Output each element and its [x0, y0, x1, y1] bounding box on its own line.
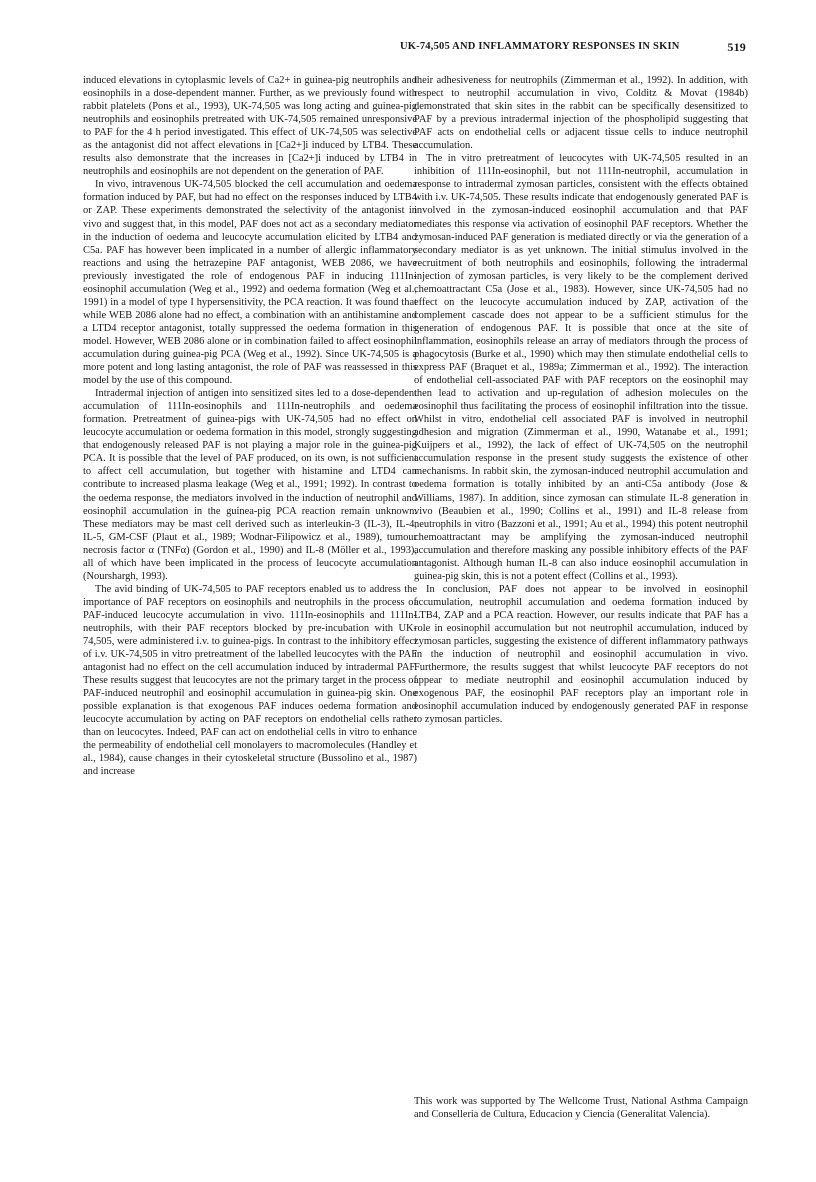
- paragraph: their adhesiveness for neutrophils (Zimmerman et al., 1992). In addition, with respect to neutrophil accumulation in vivo, Colditz & Movat (1984b) demonstrated that skin sites in the rabbit can be specifically desensitized to PAF by a previous intradermal injection of the phospholipid suggesting that PAF acts on endothelial cells or adjacent tissue cells to induce neutrophil accumulation.: [414, 75, 748, 152]
- acknowledgement: This work was supported by The Wellcome Trust, National Asthma Campaign and Conselleria de Cultura, Educacion y Ciencia (Generalitat Valencia).: [414, 1096, 748, 1120]
- page-number: 519: [727, 40, 746, 54]
- paragraph: Intradermal injection of antigen into sensitized sites led to a dose-dependent accumulation of 111In-eosinophils and 111In-neutrophils and oedema formation. Pretreatment of guinea-pigs with UK-74,505 had no effect on leucocyte accumulation or oedema formation in this model, strongly suggesting that endogenously released PAF is not playing a major role in the guinea-pig PCA. It is possible that the level of PAF produced, on its own, is not sufficient to affect cell accumulation, but together with histamine and LTD4 can contribute to increased plasma leakage (Weg et al., 1991; 1992). In contrast to the oedema response, the mediators involved in the induction of neutrophil and eosinophil accumulation in the guinea-pig PCA reaction remain unknown. These mediators may be mast cell derived such as interleukin-3 (IL-3), IL-4, IL-5, GM-CSF (Plaut et al., 1989; Wodnar-Filipowicz et al., 1989), tumour necrosis factor α (TNFα) (Gordon et al., 1990) and IL-8 (Möller et al., 1993), all of which have been implicated in the process of leucocyte accumulation (Nourshargh, 1993).: [83, 388, 417, 582]
- left-column: [83, 74, 417, 779]
- paragraph: The in vitro pretreatment of leucocytes with UK-74,505 resulted in an inhibition of 111In-eosinophil, but not 111In-neutrophil, accumulation in response to intradermal zymosan particles, consistent with the effects obtained with i.v. UK-74,505. These results indicate that endogenously generated PAF is involved in the zymosan-induced eosinophil accumulation and that PAF mediates this response via activation of eosinophil PAF receptors. Whether the zymosan-induced PAF generation is mediated directly or via the generation of a secondary mediator is as yet unknown. The initial stimulus involved in the recruitment of both neutrophils and eosinophils, following the intradermal injection of zymosan particles, is very likely to be the complement derived chemoattractant C5a (Jose et al., 1983). However, since UK-74,505 had no effect on the leucocyte accumulation induced by ZAP, activation of the complement cascade does not appear to be a sufficient stimulus for the generation of endogenous PAF. It is possible that once at the site of inflammation, eosinophils release an array of mediators through the process of phagocytosis (Burke et al., 1990) which may then stimulate endothelial cells to express PAF (Braquet et al., 1989a; Zimmerman et al., 1992). The interaction of endothelial cell-associated PAF with PAF receptors on the eosinophil may then lead to activation and up-regulation of adhesion molecules on the eosinophil thus facilitating the process of eosinophil infiltration into the tissue. Whilst in vitro, endothelial cell associated PAF is involved in neutrophil adhesion and migration (Zimmerman et al., 1990, Watanabe et al., 1991; Kuijpers et al., 1992), the lack of effect of UK-74,505 on the neutrophil accumulation response in the present study suggests the existence of other mechanisms. In rabbit skin, the zymosan-induced neutrophil accumulation and oedema formation is totally inhibited by an anti-C5a antibody (Jose & Williams, 1987). In addition, since zymosan can stimulate IL-8 generation in vivo (Beaubien et al., 1990; Collins et al., 1991) and IL-8 release from neutrophils in vitro (Bazzoni et al., 1991; Au et al., 1994) this potent neutrophil chemoattractant may be amplifying the zymosan-induced neutrophil accumulation and therefore masking any possible inhibitory effects of the PAF antagonist. Although human IL-8 can also induce eosinophil accumulation in guinea-pig skin, this is not a potent effect (Collins et al., 1993).: [414, 153, 748, 582]
- paragraph: In conclusion, PAF does not appear to be involved in eosinophil accumulation, neutrophil accumulation and oedema formation induced by LTB4, ZAP and a PCA reaction. However, our results indicate that PAF has a role in eosinophil accumulation but not neutrophil accumulation, induced by zymosan particles, suggesting the existence of different inflammatory pathways in the induction of neutrophil and eosinophil accumulation in vivo. Furthermore, the results suggest that whilst leucocyte PAF receptors do not appear to mediate neutrophil and eosinophil accumulation induced by exogenous PAF, the eosinophil PAF receptors play an important role in eosinophil accumulation induced by endogenously generated PAF in response to zymosan particles.: [414, 583, 748, 726]
- running-header: [400, 39, 746, 57]
- paragraph: In vivo, intravenous UK-74,505 blocked the cell accumulation and oedema formation induced by PAF, but had no effect on the responses induced by LTB4 or ZAP. These experiments demonstrated the selectivity of the antagonist in vivo and suggest that, in this model, PAF does not act as a secondary mediator in the induction of oedema and leucocyte accumulation elicited by LTB4 and C5a. PAF has however been implicated in a number of allergic inflammatory reactions and using the hetrazepine PAF antagonist, WEB 2086, we have previously investigated the role of endogenous PAF in inducing 111In-eosinophil accumulation (Weg et al., 1992) and oedema formation (Weg et al., 1991) in a model of type I hypersensitivity, the PCA reaction. It was found that while WEB 2086 alone had no effect, a combination with an antihistamine and a LTD4 receptor antagonist, totally suppressed the oedema formation in this model. However, WEB 2086 alone or in combination failed to affect eosinophil accumulation during guinea-pig PCA (Weg et al., 1992). Since UK-74,505 is a more potent and long lasting antagonist, the role of PAF was reassessed in this model by the use of this compound.: [83, 179, 417, 387]
- running-title: UK-74,505 AND INFLAMMATORY RESPONSES IN SKIN: [400, 41, 680, 52]
- right-column: [414, 74, 748, 726]
- paragraph: The avid binding of UK-74,505 to PAF receptors enabled us to address the importance of PAF receptors on eosinophils and neutrophils in the process of PAF-induced leucocyte accumulation in vivo. 111In-eosinophils and 111In-neutrophils, with their PAF receptors blocked by pre-incubation with UK-74,505, were administered i.v. to guinea-pigs. In contrast to the inhibitory effect of i.v. UK-74,505 in vitro pretreatment of the labelled leucocytes with the PAF antagonist had no effect on the cell accumulation induced by intradermal PAF. These results suggest that leucocytes are not the primary target in the process of PAF-induced neutrophil and eosinophil accumulation in guinea-pig skin. One possible explanation is that exogenous PAF induces oedema formation and leucocyte accumulation by acting on PAF receptors on endothelial cells rather than on leucocytes. Indeed, PAF can act on endothelial cells in vitro to enhance the permeability of endothelial cell monolayers to macromolecules (Handley et al., 1984), cause changes in their cytoskeletal structure (Bussolino et al., 1987) and increase: [83, 583, 417, 778]
- paragraph: induced elevations in cytoplasmic levels of Ca2+ in guinea-pig neutrophils and eosinophils in a dose-dependent manner. Further, as we previously found with rabbit platelets (Pons et al., 1993), UK-74,505 was long acting and guinea-pig neutrophils and eosinophils pretreated with UK-74,505 remained unresponsive to PAF for the 4 h period investigated. This effect of UK-74,505 was selective as the antagonist did not affect elevations in [Ca2+]i induced by LTB4. These results also demonstrate that the increases in [Ca2+]i induced by LTB4 in neutrophils and eosinophils are not dependent on the generation of PAF.: [83, 75, 417, 178]
